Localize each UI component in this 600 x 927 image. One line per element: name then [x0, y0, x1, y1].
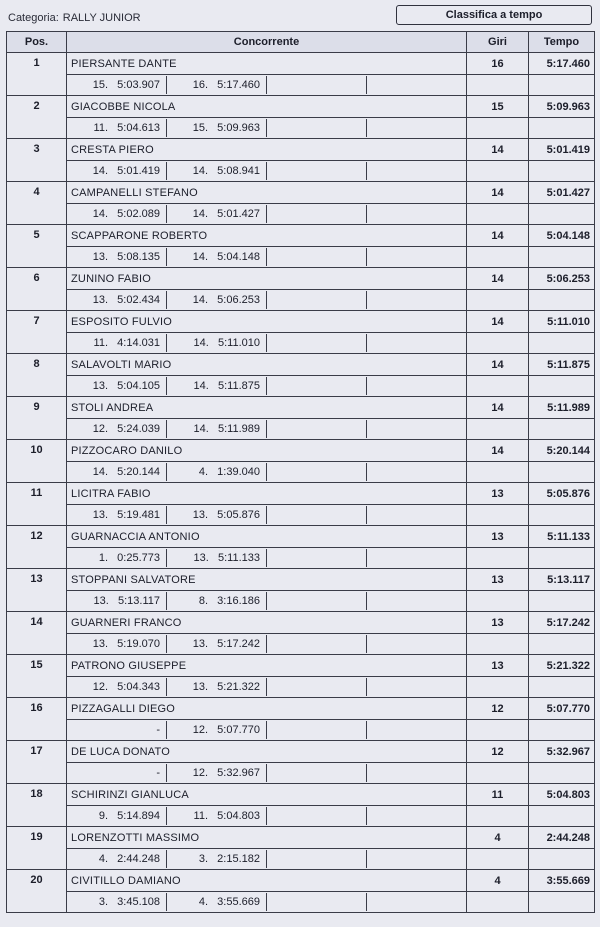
lap-time-2: 4. 3:55.669 [167, 893, 267, 911]
category-value: RALLY JUNIOR [62, 12, 141, 24]
row-time: 5:06.253 [529, 268, 595, 290]
row-time-blank [529, 419, 595, 440]
lap-time-2: 15. 5:09.963 [167, 119, 267, 137]
lap-time-3 [267, 162, 367, 180]
category-label [8, 12, 141, 24]
row-lap-details [67, 333, 467, 354]
table-row [7, 440, 595, 462]
lap-time-1: 15. 5:03.907 [67, 76, 167, 94]
lap-time-3 [267, 506, 367, 524]
lap-time-3 [267, 764, 367, 782]
lap-time-1: 1. 0:25.773 [67, 549, 167, 567]
row-laps-blank [467, 161, 529, 182]
row-position: 13 [7, 569, 67, 612]
row-competitor-name: LORENZOTTI MASSIMO [67, 827, 467, 849]
row-time: 5:11.989 [529, 397, 595, 419]
row-laps: 16 [467, 53, 529, 75]
row-time-blank [529, 118, 595, 139]
table-row [7, 225, 595, 247]
table-row [7, 268, 595, 290]
lap-time-3 [267, 592, 367, 610]
row-laps-blank [467, 419, 529, 440]
row-lap-details [67, 548, 467, 569]
lap-time-3 [267, 635, 367, 653]
lap-time-2: 12. 5:32.967 [167, 764, 267, 782]
lap-time-1: 13. 5:13.117 [67, 592, 167, 610]
table-row-laps [7, 548, 595, 569]
lap-time-2: 8. 3:16.186 [167, 592, 267, 610]
row-position: 20 [7, 870, 67, 913]
row-laps-blank [467, 376, 529, 397]
lap-time-2: 4. 1:39.040 [167, 463, 267, 481]
row-laps-blank [467, 333, 529, 354]
row-laps: 14 [467, 397, 529, 419]
row-time-blank [529, 849, 595, 870]
row-time: 5:05.876 [529, 483, 595, 505]
row-lap-details [67, 419, 467, 440]
table-row-laps [7, 204, 595, 225]
row-lap-details [67, 849, 467, 870]
lap-time-1: 13. 5:19.070 [67, 635, 167, 653]
row-time: 5:13.117 [529, 569, 595, 591]
lap-time-3 [267, 205, 367, 223]
row-time-blank [529, 677, 595, 698]
row-laps-blank [467, 462, 529, 483]
col-header-name: Concorrente [67, 32, 467, 53]
row-time-blank [529, 75, 595, 96]
row-time: 3:55.669 [529, 870, 595, 892]
row-position: 15 [7, 655, 67, 698]
row-position: 6 [7, 268, 67, 311]
row-lap-details [67, 247, 467, 268]
col-header-time: Tempo [529, 32, 595, 53]
lap-time-3 [267, 119, 367, 137]
table-row [7, 354, 595, 376]
row-time: 5:32.967 [529, 741, 595, 763]
row-laps: 4 [467, 827, 529, 849]
row-competitor-name: ESPOSITO FULVIO [67, 311, 467, 333]
lap-time-1: 4. 2:44.248 [67, 850, 167, 868]
row-competitor-name: GIACOBBE NICOLA [67, 96, 467, 118]
row-laps: 14 [467, 182, 529, 204]
table-row [7, 311, 595, 333]
table-row [7, 827, 595, 849]
row-time-blank [529, 247, 595, 268]
table-row [7, 741, 595, 763]
row-laps-blank [467, 849, 529, 870]
row-laps: 14 [467, 440, 529, 462]
lap-time-3 [267, 76, 367, 94]
row-time-blank [529, 892, 595, 913]
row-time: 5:17.242 [529, 612, 595, 634]
row-laps: 13 [467, 526, 529, 548]
row-laps-blank [467, 505, 529, 526]
row-laps: 11 [467, 784, 529, 806]
row-laps-blank [467, 634, 529, 655]
row-laps-blank [467, 591, 529, 612]
row-time-blank [529, 634, 595, 655]
lap-time-2: 14. 5:11.010 [167, 334, 267, 352]
row-time: 5:01.427 [529, 182, 595, 204]
row-competitor-name: PIERSANTE DANTE [67, 53, 467, 75]
row-position: 14 [7, 612, 67, 655]
table-row [7, 698, 595, 720]
row-time: 5:04.803 [529, 784, 595, 806]
row-time-blank [529, 548, 595, 569]
row-competitor-name: SALAVOLTI MARIO [67, 354, 467, 376]
row-laps: 13 [467, 569, 529, 591]
row-time-blank [529, 204, 595, 225]
lap-time-2: 13. 5:17.242 [167, 635, 267, 653]
table-row-laps [7, 591, 595, 612]
row-time: 5:04.148 [529, 225, 595, 247]
lap-time-2: 16. 5:17.460 [167, 76, 267, 94]
row-laps: 12 [467, 741, 529, 763]
table-row-laps [7, 505, 595, 526]
lap-time-3 [267, 807, 367, 825]
row-laps: 4 [467, 870, 529, 892]
table-row [7, 53, 595, 75]
table-row-laps [7, 118, 595, 139]
lap-time-2: 13. 5:21.322 [167, 678, 267, 696]
lap-time-3 [267, 893, 367, 911]
row-competitor-name: CRESTA PIERO [67, 139, 467, 161]
row-competitor-name: DE LUCA DONATO [67, 741, 467, 763]
lap-time-2: 13. 5:11.133 [167, 549, 267, 567]
row-lap-details [67, 634, 467, 655]
row-position: 9 [7, 397, 67, 440]
lap-time-3 [267, 463, 367, 481]
row-laps: 14 [467, 139, 529, 161]
table-row [7, 182, 595, 204]
row-lap-details [67, 892, 467, 913]
row-lap-details [67, 75, 467, 96]
col-header-laps: Giri [467, 32, 529, 53]
row-laps-blank [467, 806, 529, 827]
row-lap-details [67, 720, 467, 741]
row-time-blank [529, 161, 595, 182]
row-competitor-name: STOLI ANDREA [67, 397, 467, 419]
lap-time-1: - [67, 764, 167, 782]
row-position: 18 [7, 784, 67, 827]
col-header-pos: Pos. [7, 32, 67, 53]
row-competitor-name: LICITRA FABIO [67, 483, 467, 505]
row-laps: 15 [467, 96, 529, 118]
row-laps-blank [467, 204, 529, 225]
row-competitor-name: CIVITILLO DAMIANO [67, 870, 467, 892]
lap-time-1: 13. 5:19.481 [67, 506, 167, 524]
lap-time-1: 13. 5:08.135 [67, 248, 167, 266]
row-competitor-name: PATRONO GIUSEPPE [67, 655, 467, 677]
table-header-row [7, 32, 595, 53]
row-laps-blank [467, 290, 529, 311]
row-time-blank [529, 376, 595, 397]
row-time-blank [529, 806, 595, 827]
row-competitor-name: SCAPPARONE ROBERTO [67, 225, 467, 247]
table-row [7, 569, 595, 591]
row-competitor-name: STOPPANI SALVATORE [67, 569, 467, 591]
table-row-laps [7, 763, 595, 784]
row-time-blank [529, 333, 595, 354]
row-laps: 12 [467, 698, 529, 720]
row-position: 3 [7, 139, 67, 182]
row-position: 1 [7, 53, 67, 96]
row-position: 4 [7, 182, 67, 225]
table-row-laps [7, 161, 595, 182]
row-laps: 13 [467, 612, 529, 634]
lap-time-3 [267, 721, 367, 739]
row-position: 11 [7, 483, 67, 526]
lap-time-1: - [67, 721, 167, 739]
lap-time-3 [267, 678, 367, 696]
row-lap-details [67, 118, 467, 139]
lap-time-1: 9. 5:14.894 [67, 807, 167, 825]
row-time-blank [529, 763, 595, 784]
row-lap-details [67, 462, 467, 483]
lap-time-3 [267, 334, 367, 352]
row-time: 5:20.144 [529, 440, 595, 462]
lap-time-1: 11. 4:14.031 [67, 334, 167, 352]
table-row [7, 870, 595, 892]
results-table [6, 31, 595, 913]
row-laps: 14 [467, 354, 529, 376]
row-competitor-name: PIZZOCARO DANILO [67, 440, 467, 462]
lap-time-1: 13. 5:04.105 [67, 377, 167, 395]
row-competitor-name: CAMPANELLI STEFANO [67, 182, 467, 204]
table-row-laps [7, 376, 595, 397]
row-position: 7 [7, 311, 67, 354]
row-time: 5:11.010 [529, 311, 595, 333]
row-competitor-name: ZUNINO FABIO [67, 268, 467, 290]
lap-time-3 [267, 248, 367, 266]
table-row [7, 139, 595, 161]
lap-time-2: 12. 5:07.770 [167, 721, 267, 739]
table-row-laps [7, 419, 595, 440]
row-laps-blank [467, 247, 529, 268]
table-row-laps [7, 75, 595, 96]
lap-time-1: 3. 3:45.108 [67, 893, 167, 911]
row-lap-details [67, 591, 467, 612]
lap-time-3 [267, 377, 367, 395]
table-row-laps [7, 247, 595, 268]
row-position: 5 [7, 225, 67, 268]
row-laps-blank [467, 677, 529, 698]
row-competitor-name: GUARNERI FRANCO [67, 612, 467, 634]
lap-time-2: 14. 5:01.427 [167, 205, 267, 223]
lap-time-3 [267, 549, 367, 567]
row-laps-blank [467, 720, 529, 741]
lap-time-3 [267, 291, 367, 309]
table-row [7, 655, 595, 677]
row-time: 5:21.322 [529, 655, 595, 677]
row-time: 5:17.460 [529, 53, 595, 75]
row-laps: 14 [467, 268, 529, 290]
row-lap-details [67, 677, 467, 698]
table-row-laps [7, 677, 595, 698]
row-time-blank [529, 462, 595, 483]
lap-time-3 [267, 420, 367, 438]
row-time: 5:09.963 [529, 96, 595, 118]
row-lap-details [67, 290, 467, 311]
row-competitor-name: SCHIRINZI GIANLUCA [67, 784, 467, 806]
lap-time-2: 3. 2:15.182 [167, 850, 267, 868]
category-caption: Categoria: [8, 12, 59, 24]
lap-time-1: 14. 5:01.419 [67, 162, 167, 180]
lap-time-2: 14. 5:11.989 [167, 420, 267, 438]
row-lap-details [67, 161, 467, 182]
row-laps: 14 [467, 311, 529, 333]
row-time-blank [529, 720, 595, 741]
row-position: 10 [7, 440, 67, 483]
table-row-laps [7, 720, 595, 741]
lap-time-3 [267, 850, 367, 868]
lap-time-2: 14. 5:08.941 [167, 162, 267, 180]
row-lap-details [67, 806, 467, 827]
table-row [7, 96, 595, 118]
row-time: 2:44.248 [529, 827, 595, 849]
row-position: 19 [7, 827, 67, 870]
lap-time-1: 14. 5:02.089 [67, 205, 167, 223]
lap-time-1: 13. 5:02.434 [67, 291, 167, 309]
table-row-laps [7, 849, 595, 870]
table-row-laps [7, 634, 595, 655]
row-position: 12 [7, 526, 67, 569]
lap-time-1: 12. 5:04.343 [67, 678, 167, 696]
row-laps-blank [467, 548, 529, 569]
row-time: 5:11.875 [529, 354, 595, 376]
row-laps-blank [467, 763, 529, 784]
table-row [7, 397, 595, 419]
row-position: 16 [7, 698, 67, 741]
lap-time-2: 13. 5:05.876 [167, 506, 267, 524]
lap-time-1: 12. 5:24.039 [67, 420, 167, 438]
table-row-laps [7, 290, 595, 311]
row-time-blank [529, 505, 595, 526]
row-time-blank [529, 290, 595, 311]
table-row [7, 526, 595, 548]
row-lap-details [67, 376, 467, 397]
row-laps: 13 [467, 483, 529, 505]
table-row-laps [7, 462, 595, 483]
table-row-laps [7, 892, 595, 913]
row-time: 5:11.133 [529, 526, 595, 548]
table-row [7, 483, 595, 505]
row-lap-details [67, 204, 467, 225]
row-competitor-name: PIZZAGALLI DIEGO [67, 698, 467, 720]
row-laps-blank [467, 118, 529, 139]
row-position: 17 [7, 741, 67, 784]
lap-time-2: 11. 5:04.803 [167, 807, 267, 825]
table-row [7, 784, 595, 806]
row-time-blank [529, 591, 595, 612]
table-row-laps [7, 333, 595, 354]
row-laps-blank [467, 892, 529, 913]
row-competitor-name: GUARNACCIA ANTONIO [67, 526, 467, 548]
row-laps: 13 [467, 655, 529, 677]
row-laps: 14 [467, 225, 529, 247]
row-time: 5:01.419 [529, 139, 595, 161]
table-row [7, 612, 595, 634]
row-time: 5:07.770 [529, 698, 595, 720]
lap-time-1: 11. 5:04.613 [67, 119, 167, 137]
lap-time-2: 14. 5:06.253 [167, 291, 267, 309]
row-laps-blank [467, 75, 529, 96]
lap-time-2: 14. 5:11.875 [167, 377, 267, 395]
sheet-title: Classifica a tempo [396, 5, 592, 25]
table-row-laps [7, 806, 595, 827]
lap-time-2: 14. 5:04.148 [167, 248, 267, 266]
lap-time-1: 14. 5:20.144 [67, 463, 167, 481]
row-lap-details [67, 763, 467, 784]
row-lap-details [67, 505, 467, 526]
row-position: 2 [7, 96, 67, 139]
row-position: 8 [7, 354, 67, 397]
results-body [7, 53, 595, 913]
